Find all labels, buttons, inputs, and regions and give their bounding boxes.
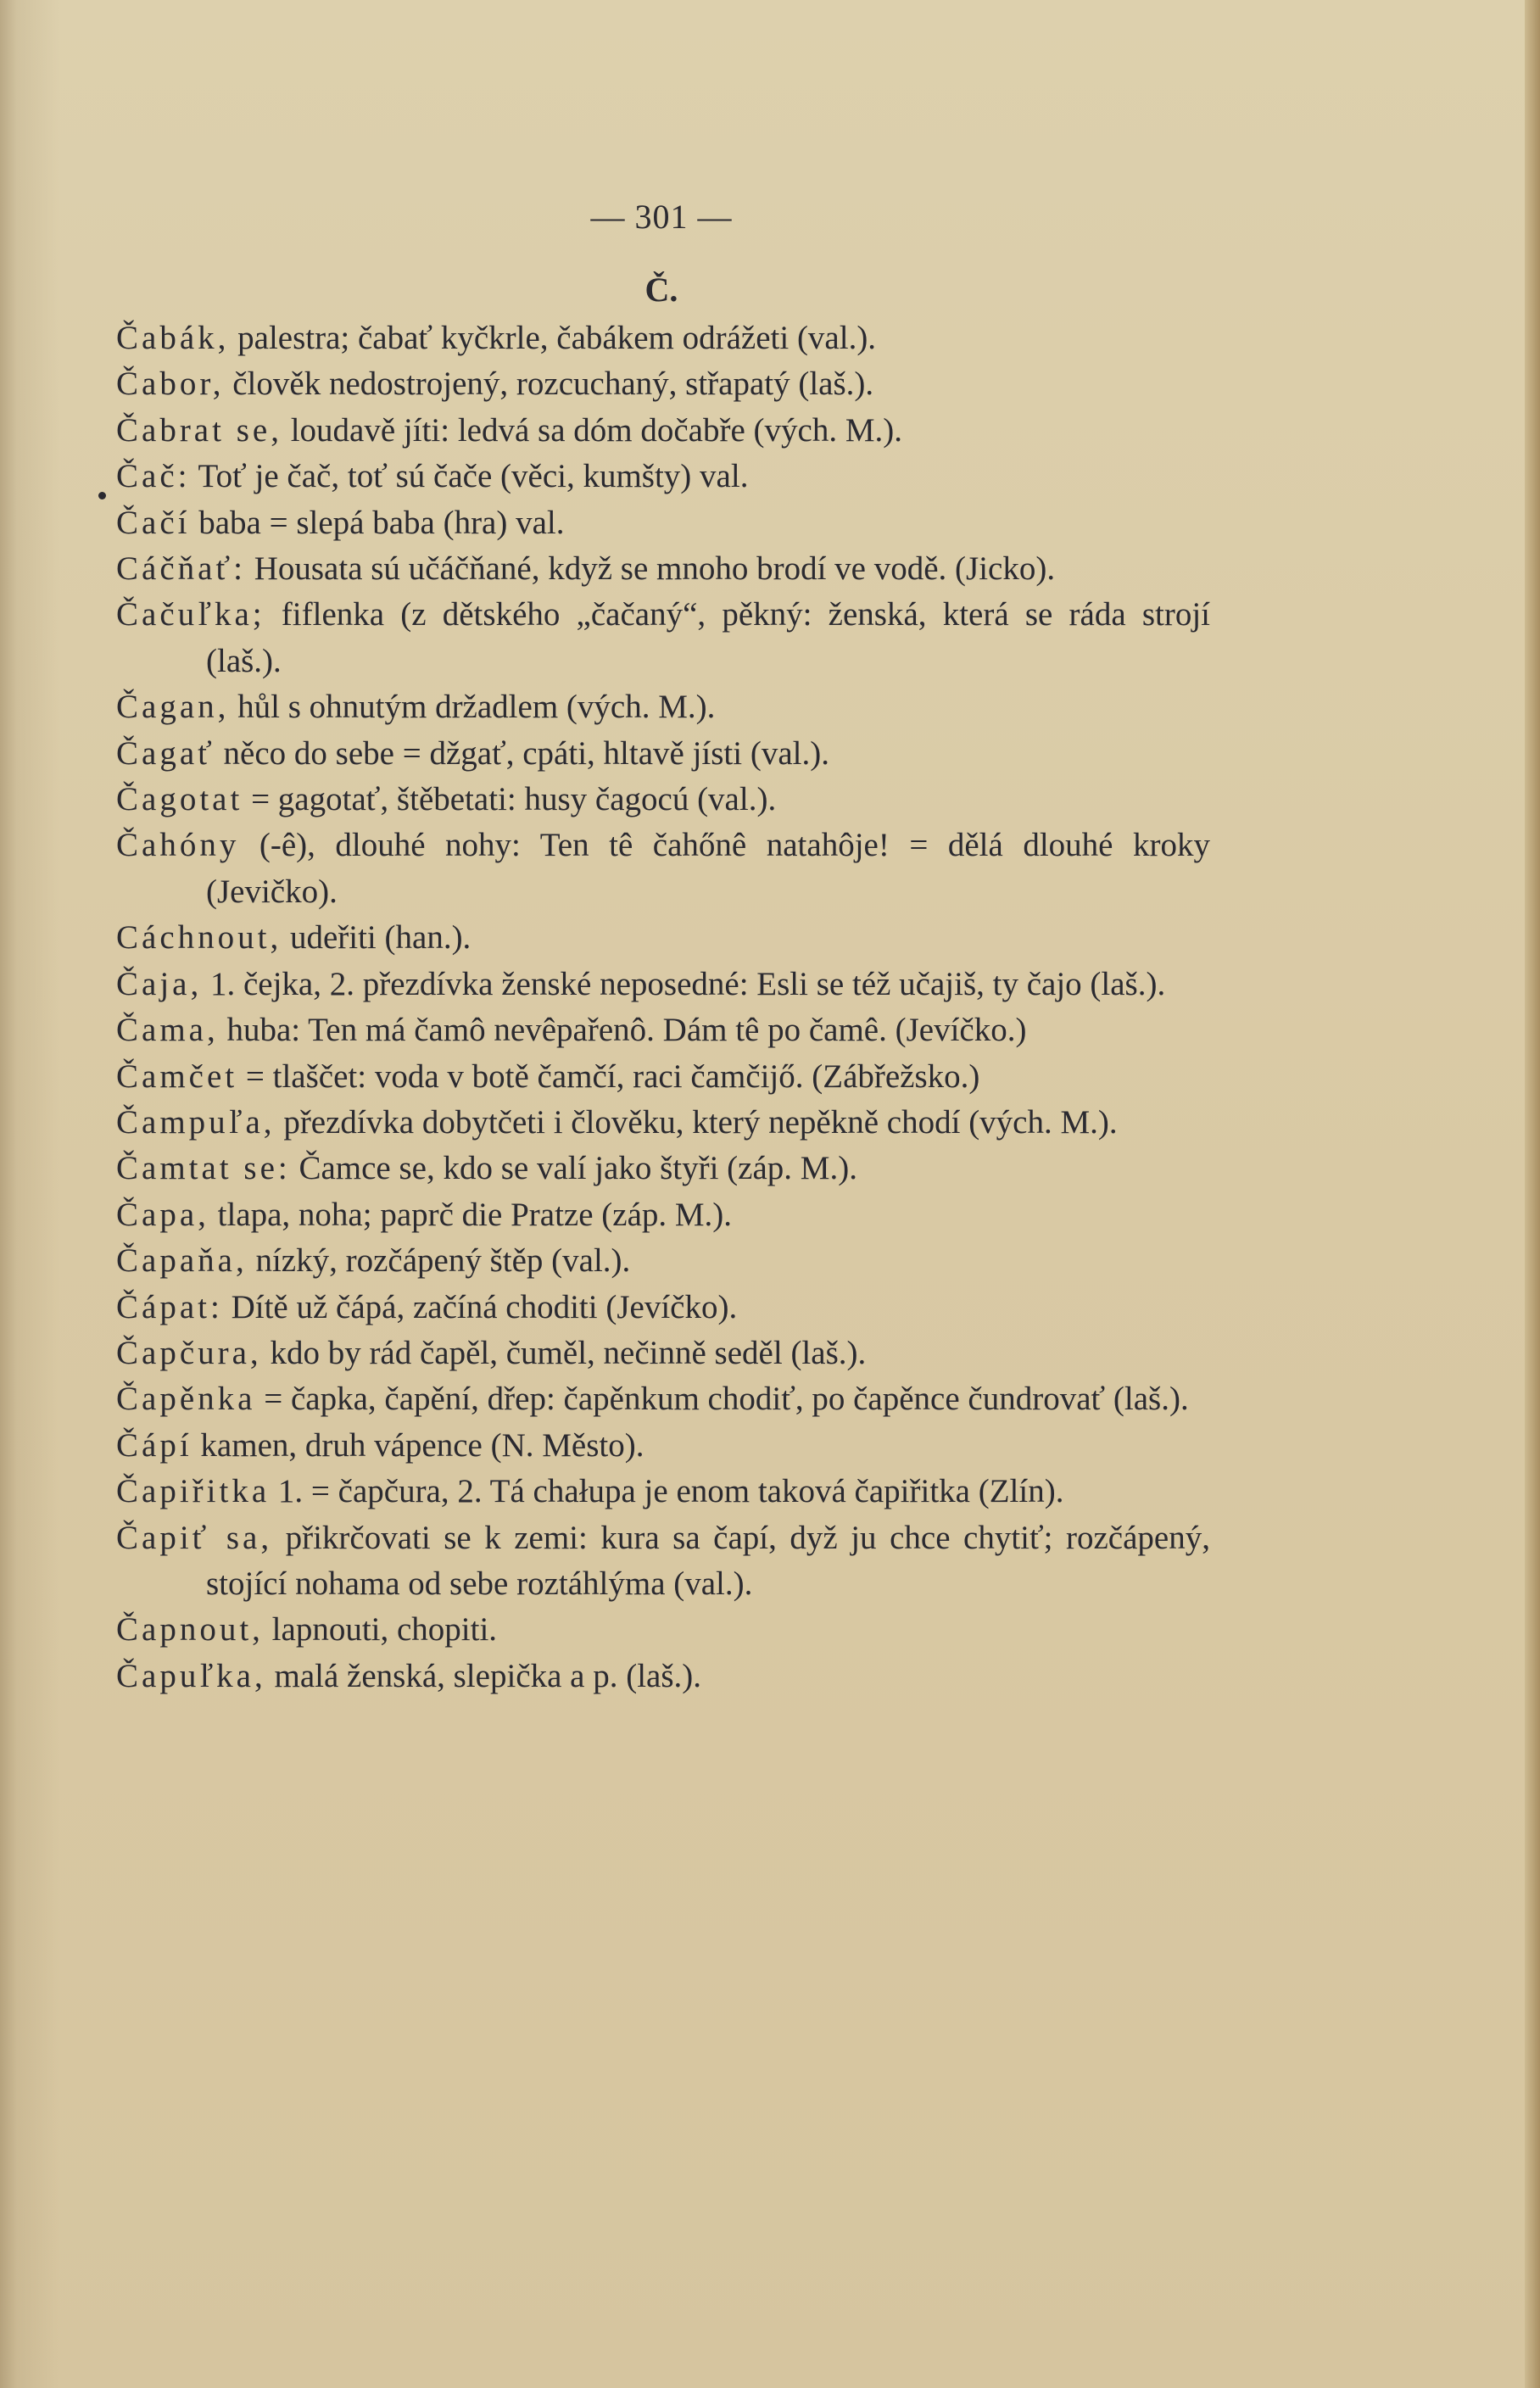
dictionary-entry [116,1331,1210,1376]
entry-definition: tlapa, noha; paprč die Pratze (záp. M.). [209,1196,733,1233]
entry-definition: Housata sú učáčňané, když se mnoho brodí ve vodě. (Jicko). [245,550,1056,588]
entry-headword: Čapěnka [116,1381,256,1418]
entry-definition: malá ženská, slepička a p. (laš.). [265,1657,702,1694]
entry-definition: Toť je čač, toť sú čače (věci, kumšty) val. [190,458,749,495]
entry-definition: huba: Ten má čamô nevêpařenô. Dám tê po čamê. (Jevíčko.) [218,1012,1027,1049]
dictionary-entry [116,1054,1210,1100]
entry-definition: kamen, druh vápence (N. Město). [192,1426,644,1464]
entry-headword: Čahóny [116,827,240,864]
dictionary-entry [116,1469,1210,1515]
dictionary-entry [116,454,1210,499]
dictionary-entry [116,1007,1210,1053]
entry-definition: něco do sebe = džgať, cpáti, hltavě jísti (val.). [215,734,829,772]
entry-headword: Čač: [116,458,191,495]
section-letter-heading: Č. [644,271,678,309]
dictionary-entry [116,1238,1210,1284]
dictionary-entry [116,684,1210,730]
entry-headword: Čápí [116,1426,192,1464]
dictionary-entry [116,500,1210,546]
entry-headword: Čabor, [116,365,225,403]
entry-headword: Cáchnout, [116,919,282,957]
dictionary-entry [116,1376,1210,1422]
dictionary-entry [116,915,1210,961]
entry-definition: přikrčovati se k zemi: kura sa čapí, dyž ju chce chytiť; rozčápený, stojící nohama od sebe roztáhlýma (val.). [206,1519,1210,1602]
entry-definition: loudavě jíti: ledvá sa dóm dočabře (vých. M.). [282,411,902,449]
entry-definition: přezdívka dobytčeti i člověku, který nepěkně chodí (vých. M.). [275,1103,1118,1141]
entry-headword: Čamčet [116,1057,238,1095]
entry-headword: Čabrat se, [116,411,282,449]
page-edge [1525,0,1540,2388]
entry-headword: Čapčura, [116,1334,262,1371]
entry-definition: nízký, rozčápený štěp (val.). [247,1242,631,1280]
entry-definition: lapnouti, chopiti. [263,1611,498,1649]
dictionary-entry [116,1285,1210,1331]
entry-definition: fiflenka (z dětského „čačaný“, pěkný: ženská, která se ráda strojí (laš.). [206,596,1210,679]
entry-definition: baba = slepá baba (hra) val. [190,504,565,541]
dictionary-entry [116,546,1210,592]
dictionary-entry [116,1515,1210,1608]
entry-headword: Čapiřitka [116,1473,271,1510]
entry-headword: Čama, [116,1012,219,1049]
dictionary-entry [116,962,1210,1007]
entry-headword: Čamtat se: [116,1150,291,1187]
entry-headword: Čapuľka, [116,1657,266,1694]
entry-headword: Čapa, [116,1196,209,1233]
entry-headword: Čačí [116,504,191,541]
entry-definition: (-ê), dlouhé nohy: Ten tê čahőnê natahôje! = dělá dlouhé kroky (Jevičko). [206,827,1210,910]
entry-headword: Čapnout, [116,1611,264,1649]
entry-definition: 1. čejka, 2. přezdívka ženské neposedné: Esli se též učajiš, ty čajo (laš.). [202,965,1166,1002]
dictionary-entry [116,1100,1210,1146]
dictionary-entry [116,731,1210,777]
entry-headword: Čagotat [116,781,243,818]
entry-definition: = tlaščet: voda v botě čamčí, raci čamčijő. (Zábřežsko.) [237,1057,980,1095]
entry-headword: Čagať [116,734,215,772]
dictionary-entry [116,1423,1210,1469]
dictionary-entries [116,315,1210,1699]
entry-definition: 1. = čapčura, 2. Tá chałupa je enom taková čapiřitka (Zlín). [270,1473,1064,1510]
entry-headword: Cáčňať: [116,550,246,588]
entry-definition: Dítě už čápá, začíná choditi (Jevíčko). [222,1288,738,1325]
entry-headword: Čampuľa, [116,1103,276,1141]
entry-headword: Čápat: [116,1288,223,1325]
ink-dot-mark [98,492,106,499]
entry-headword: Čapaňa, [116,1242,248,1280]
dictionary-entry [116,777,1210,823]
entry-definition: člověk nedostrojený, rozcuchaný, střapatý (laš.). [224,365,874,403]
entry-headword: Čabák, [116,320,230,356]
dictionary-entry [116,408,1210,454]
dictionary-entry [116,1146,1210,1191]
dictionary-entry [116,315,1210,361]
entry-headword: Čapiť sa, [116,1519,273,1556]
dictionary-entry [116,1654,1210,1699]
entry-definition: hůl s ohnutým držadlem (vých. M.). [229,689,716,726]
dictionary-entry [116,823,1210,915]
dictionary-entry [116,592,1210,684]
entry-headword: Čačuľka; [116,596,265,633]
entry-headword: Čaja, [116,965,203,1002]
entry-definition: udeřiti (han.). [282,919,471,957]
entry-definition: = gagotať, štěbetati: husy čagocú (val.). [243,781,777,818]
dictionary-entry [116,361,1210,407]
entry-definition: = čapka, čapění, dřep: čapěnkum chodiť, po čapěnce čundrovať (laš.). [255,1381,1189,1418]
dictionary-entry [116,1607,1210,1653]
dictionary-entry [116,1192,1210,1238]
entry-definition: palestra; čabať kyčkrle, čabákem odrážeti (val.). [229,320,877,356]
page-number: — 301 — [590,198,733,236]
entry-definition: Čamce se, kdo se valí jako štyři (záp. M.). [290,1150,857,1187]
entry-headword: Čagan, [116,689,230,726]
entry-definition: kdo by rád čapěl, čuměl, nečinně seděl (laš.). [261,1334,867,1371]
